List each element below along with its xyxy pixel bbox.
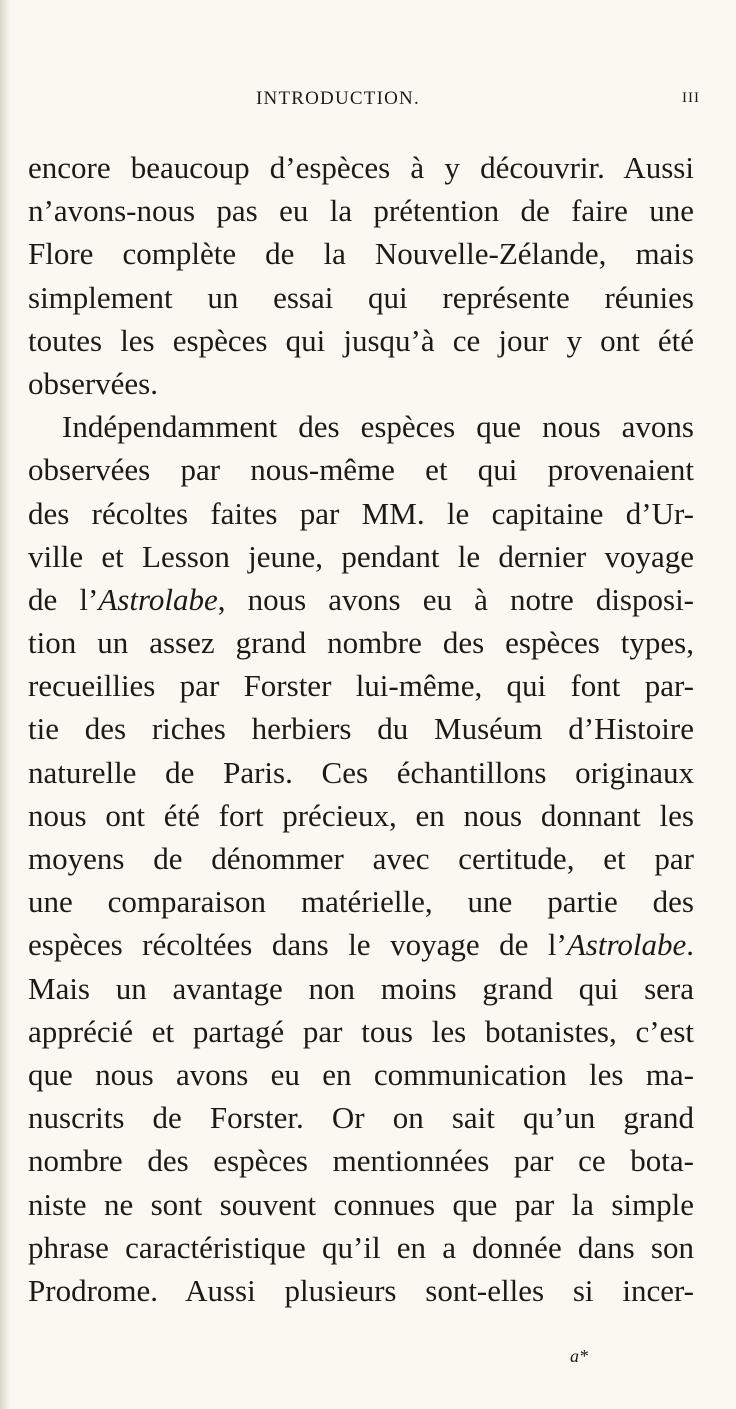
text-line: phrase caractéristique qu’il en a donnée dans son xyxy=(28,1229,694,1265)
text-line: Prodrome. Aussi plusieurs sont-elles si incer- xyxy=(28,1272,694,1308)
text-line: nombre des espèces mentionnées par ce bota- xyxy=(28,1143,694,1179)
text-line: de l’Astrolabe, nous avons eu à notre disposi- xyxy=(28,581,694,617)
text-line: des récoltes faites par MM. le capitaine d’Ur- xyxy=(28,495,694,531)
text-line: encore beaucoup d’espèces à y découvrir. Aussi xyxy=(28,150,694,185)
text-line: Mais un avantage non moins grand qui sera xyxy=(28,970,694,1006)
running-header xyxy=(0,88,736,118)
text-line: niste ne sont souvent connues que par la simple xyxy=(28,1186,694,1222)
text-line: simplement un essai qui représente réunies xyxy=(28,279,694,315)
text-line: recueillies par Forster lui-même, qui font par- xyxy=(28,668,694,704)
text-line: Indépendamment des espèces que nous avons xyxy=(62,409,694,445)
text-line: tie des riches herbiers du Muséum d’Histoire xyxy=(28,711,694,747)
signature-mark: a* xyxy=(570,1346,588,1366)
ship-name-italic: Astrolabe xyxy=(566,927,687,963)
text-line: apprécié et partagé par tous les botanistes, c’est xyxy=(28,1013,694,1049)
running-title: INTRODUCTION. xyxy=(256,88,420,109)
text-line: une comparaison matérielle, une partie des xyxy=(28,884,694,920)
text-line: ville et Lesson jeune, pendant le dernier voyage xyxy=(28,538,694,574)
text-line: observées. xyxy=(28,365,158,401)
text-line: nous ont été fort précieux, en nous donnant les xyxy=(28,797,694,833)
text-line: nuscrits de Forster. Or on sait qu’un grand xyxy=(28,1100,694,1136)
text-line: tion un assez grand nombre des espèces types, xyxy=(28,625,694,661)
text-line: n’avons-nous pas eu la prétention de faire une xyxy=(28,193,694,229)
text-line: toutes les espèces qui jusqu’à ce jour y ont été xyxy=(28,322,694,358)
text-line: naturelle de Paris. Ces échantillons originaux xyxy=(28,754,694,790)
ship-name-italic: Astrolabe xyxy=(98,581,218,617)
text-line: moyens de dénommer avec certitude, et par xyxy=(28,841,694,876)
text-line: que nous avons eu en communication les ma- xyxy=(28,1056,694,1092)
text-line: espèces récoltées dans le voyage de l’Astrolabe. xyxy=(28,927,694,963)
text-line: observées par nous-même et qui provenaient xyxy=(28,452,694,488)
body-text xyxy=(28,146,694,1312)
page-number: III xyxy=(682,90,700,106)
page-edge-shadow xyxy=(0,0,10,1409)
text-line: Flore complète de la Nouvelle-Zélande, mais xyxy=(28,236,694,272)
